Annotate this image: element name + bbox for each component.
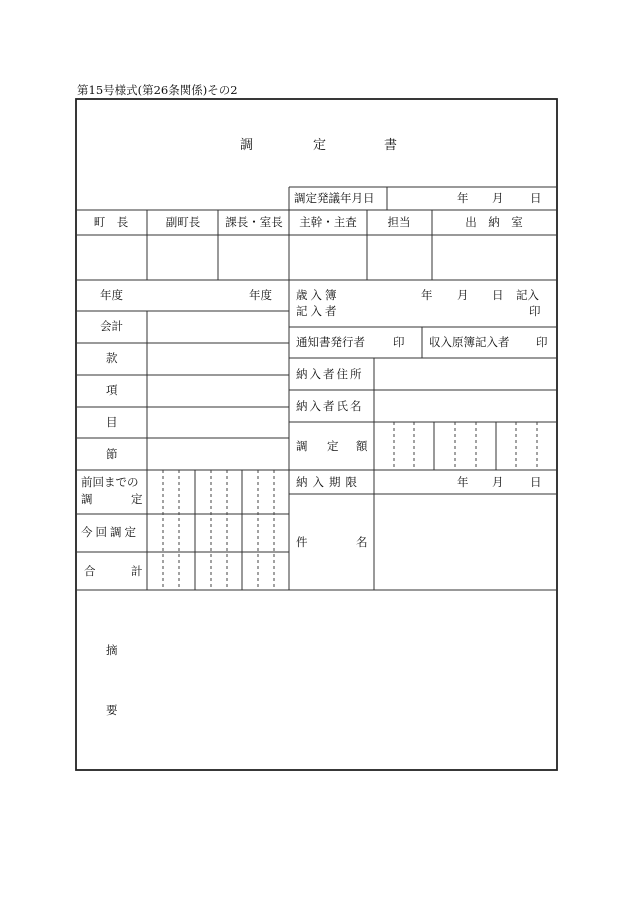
ledger-day: 日 [492, 288, 504, 302]
item-kan-label: 款 [106, 351, 118, 365]
approval-header-chief-clerk: 主幹・主査 [299, 215, 357, 229]
approval-header-deputy-mayor: 副町長 [165, 215, 201, 229]
revenue-recorder-label: 収入原簿記入者 [429, 335, 510, 349]
due-date-year: 年 [457, 475, 469, 489]
item-setsu-label: 節 [106, 447, 118, 461]
remarks-char-2: 要 [106, 703, 118, 717]
payer-name-label: 納入者氏名 [296, 399, 364, 413]
subject-label-b: 名 [356, 535, 368, 549]
seal-cell-treasury[interactable] [433, 236, 556, 279]
recorder-seal: 印 [529, 304, 541, 318]
item-kou-input[interactable] [148, 376, 288, 406]
approval-header-treasury: 出 納 室 [465, 215, 523, 229]
payer-address-label: 納入者住所 [296, 367, 364, 381]
subject-input[interactable] [375, 495, 556, 589]
decision-date-day: 日 [530, 191, 542, 205]
current-label: 今回調定 [81, 525, 139, 539]
item-kan-input[interactable] [148, 344, 288, 374]
notice-issuer-seal: 印 [393, 335, 405, 349]
form-caption: 第15号様式(第26条関係)その2 [77, 83, 238, 97]
ledger-year: 年 [421, 288, 433, 302]
assessed-label-b: 定 [327, 439, 339, 453]
decision-date-month: 月 [492, 191, 504, 205]
recorder-label: 記入者 [296, 304, 340, 318]
approval-header-section-chief: 課長・室長 [225, 215, 283, 229]
previous-label-line2-a: 調 [81, 492, 93, 506]
item-setsu-input[interactable] [148, 439, 288, 469]
revenue-recorder-seal: 印 [536, 335, 548, 349]
remarks-char-1: 摘 [106, 643, 118, 657]
item-moku-input[interactable] [148, 408, 288, 437]
previous-label-line1: 前回までの [81, 475, 139, 489]
approval-header-staff: 担当 [387, 215, 411, 229]
due-date-month: 月 [492, 475, 504, 489]
decision-date-label: 調定発議年月日 [294, 191, 375, 205]
current-amount-input[interactable] [148, 515, 288, 551]
seal-cell-deputy-mayor[interactable] [148, 236, 217, 279]
subject-label-a: 件 [296, 535, 308, 549]
notice-issuer-label: 通知書発行者 [296, 335, 365, 349]
ledger-month: 月 [457, 288, 469, 302]
seal-cell-chief-clerk[interactable] [290, 236, 366, 279]
assessed-amount-input[interactable] [375, 423, 556, 469]
due-date-label: 納入期限 [296, 475, 362, 489]
ledger-label: 歳入簿 [296, 288, 340, 302]
fiscal-year-input[interactable] [148, 281, 238, 310]
item-kou-label: 項 [106, 383, 118, 397]
previous-label-line2-b: 定 [131, 492, 143, 506]
account-input[interactable] [148, 312, 288, 342]
total-label-b: 計 [131, 564, 143, 578]
total-amount-input[interactable] [148, 553, 288, 589]
payer-name-input[interactable] [375, 391, 556, 421]
account-label: 会計 [100, 319, 123, 333]
assessed-label-a: 調 [296, 439, 308, 453]
ledger-entry-label: 記入 [516, 288, 539, 302]
seal-cell-mayor[interactable] [77, 236, 146, 279]
title-char-1: 調 [240, 138, 254, 153]
assessed-label-c: 額 [356, 439, 368, 453]
fiscal-year-left-label: 年度 [100, 288, 123, 302]
title-char-2: 定 [313, 138, 327, 153]
payer-address-input[interactable] [375, 359, 556, 389]
seal-cell-staff[interactable] [368, 236, 431, 279]
title-char-3: 書 [384, 138, 398, 153]
item-moku-label: 目 [106, 415, 118, 429]
previous-amount-input[interactable] [148, 471, 288, 513]
decision-date-year: 年 [457, 191, 469, 205]
approval-header-mayor: 町 長 [93, 215, 129, 229]
due-date-day: 日 [530, 475, 542, 489]
remarks-input[interactable] [130, 591, 556, 769]
fiscal-year-right-label: 年度 [249, 288, 272, 302]
seal-cell-section-chief[interactable] [219, 236, 288, 279]
total-label-a: 合 [84, 564, 96, 578]
